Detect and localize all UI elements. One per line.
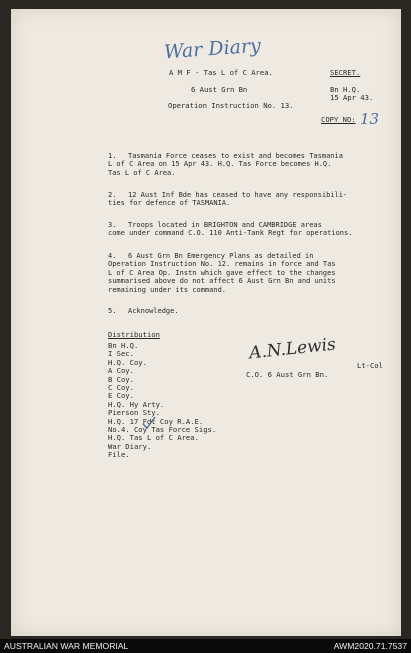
header-line: A M F - Tas L of C Area. (169, 68, 273, 77)
list-item: B Coy. (108, 374, 134, 384)
list-item: Bn H.Q. (108, 341, 139, 350)
rank: Lt-Col (357, 361, 383, 370)
paragraph-line: Tas L of C Area. (108, 168, 176, 177)
document-page (11, 9, 401, 636)
paragraph-line: Tasmania Force ceases to exist and becomes Tasmania (128, 152, 343, 160)
secret-label: SECRET. (330, 68, 361, 77)
copy-number: 13 (360, 110, 380, 128)
paragraph-2 (108, 191, 393, 209)
paragraph-line: remaining under its command. (108, 285, 227, 294)
list-item: H.Q. Hy Arty. (108, 399, 165, 409)
document-date: 15 Apr 43. (330, 93, 374, 102)
list-item: C Coy. (108, 383, 134, 392)
paragraph-number: 4. (108, 252, 117, 260)
footer-accession-number: AWM2020.71.7537 (333, 641, 407, 651)
list-item: H.Q. Coy. (108, 357, 147, 367)
paragraph-number: 3. (108, 221, 117, 229)
list-item: No.4. Coy Tas Force Sigs. (108, 425, 217, 434)
list-item: File. (108, 450, 130, 460)
list-item: E Coy. (108, 391, 134, 401)
paragraph-number: 5. (108, 307, 117, 315)
unit-name: 6 Aust Grn Bn (191, 85, 248, 94)
paragraph-line: Troops located in BRIGHTON and CAMBRIDGE areas (128, 221, 322, 229)
list-item: War Diary. (108, 441, 152, 451)
signatory: C.O. 6 Aust Grn Bn. (246, 370, 329, 379)
paragraph-5 (108, 307, 393, 317)
handwritten-tick-mark (141, 416, 157, 430)
paragraph-line: ties for defence of TASMANIA. (108, 199, 231, 208)
paragraph-1 (108, 152, 393, 179)
list-item: Pierson Sty. (108, 408, 160, 418)
instruction-title: Operation Instruction No. 13. (168, 101, 294, 110)
paragraph-line: L of C Area Op. Instn which gave effect to the changes (108, 268, 336, 277)
paragraph-3 (108, 221, 393, 239)
paragraph-line: 6 Aust Grn Bn Emergency Plans as detailed in (128, 252, 314, 260)
paragraph-line: 12 Aust Inf Bde has ceased to have any responsibili- (128, 191, 348, 199)
signature: A.N.Lewis (248, 334, 337, 364)
paragraph-line: L of C Area on 15 Apr 43. H.Q. Tas Force becomes H.Q. (108, 160, 332, 169)
distribution-heading: Distribution (108, 330, 160, 339)
paragraph-line: Acknowledge. (128, 307, 179, 315)
paragraph-number: 2. (108, 191, 117, 199)
copy-label: COPY NO: (321, 115, 356, 124)
paragraph-line: Operation Instruction No. 12. remains in force and Tas (108, 260, 336, 269)
archive-footer (0, 639, 411, 653)
distribution-list (108, 342, 238, 460)
paragraph-line: summarised above do not affect 6 Aust Grn Bn and units (108, 277, 336, 286)
paragraph-4 (108, 252, 393, 296)
hq-label: Bn H.Q. (330, 85, 361, 94)
handwritten-war-diary: War Diary (163, 34, 262, 64)
list-item: I Sec. (108, 349, 134, 359)
list-item: H.Q. 17 Fdt Coy R.A.E. (108, 416, 204, 426)
list-item: H.Q. Tas L of C Area. (108, 433, 199, 443)
list-item: A Coy. (108, 366, 134, 376)
paragraph-number: 1. (108, 152, 117, 160)
footer-source: AUSTRALIAN WAR MEMORIAL (4, 641, 129, 651)
paragraph-line: come under command C.O. 110 Anti-Tank Regt for operations. (108, 229, 353, 238)
